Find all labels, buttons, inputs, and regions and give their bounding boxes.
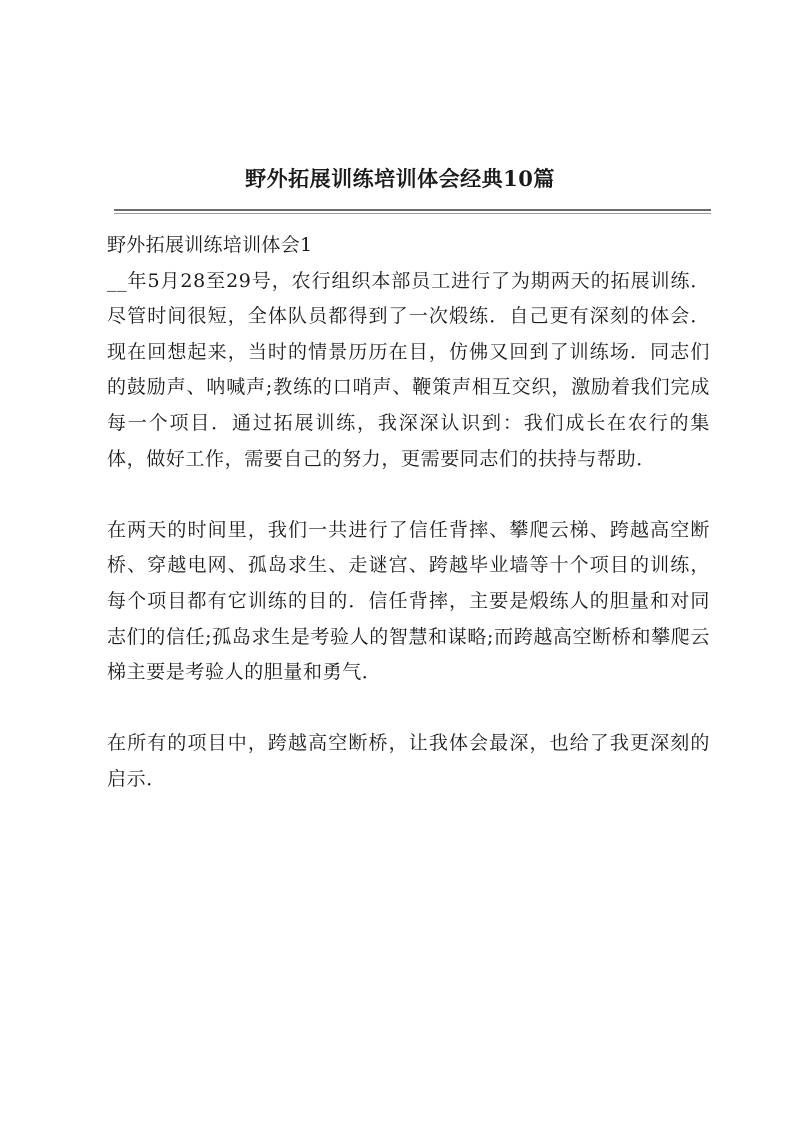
document-body xyxy=(107,228,710,833)
section-heading: 野外拓展训练培训体会1 xyxy=(107,234,313,256)
paragraph-1: __年5月28至29号，农行组织本部员工进行了为期两天的拓展训练．尽管时间很短，全体队员都得到了一次煅练．自己更有深刻的体会．现在回想起来，当时的情景历历在目，仿佛又回到了训练场．同志们的鼓励声、呐喊声;教练的口哨声、鞭策声相互交织，激励着我们完成每一个项目．通过拓展训练，我深深认识到：我们成长在农行的集体，做好工作，需要自己的努力，更需要同志们的扶持与帮助． xyxy=(107,269,710,470)
paragraph-2: 在两天的时间里，我们一共进行了信任背摔、攀爬云梯、跨越高空断桥、穿越电网、孤岛求生、走谜宫、跨越毕业墙等十个项目的训练，每个项目都有它训练的目的．信任背摔，主要是煅练人的胆量和对同志们的信任;孤岛求生是考验人的智慧和谋略;而跨越高空断桥和攀爬云梯主要是考验人的胆量和勇气． xyxy=(107,518,710,684)
title-divider xyxy=(114,209,711,211)
document-title: 野外拓展训练培训体会经典10篇 xyxy=(245,166,555,191)
paragraph-3: 在所有的项目中，跨越高空断桥，让我体会最深，也给了我更深刻的启示． xyxy=(107,732,710,790)
title-divider-thin xyxy=(114,213,711,214)
